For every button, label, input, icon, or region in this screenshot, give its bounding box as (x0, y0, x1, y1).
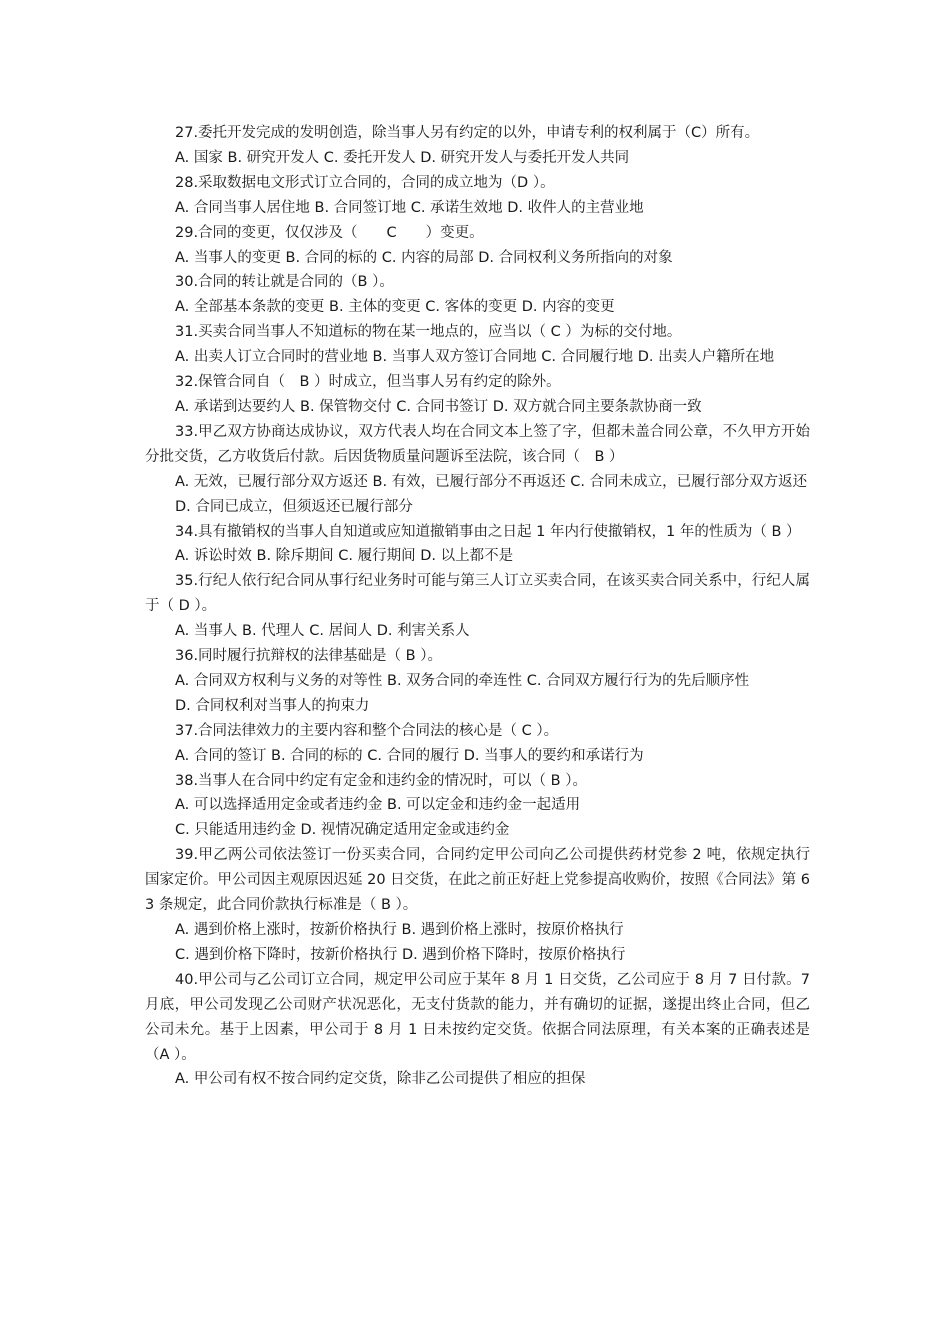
question-34: 34.具有撤销权的当事人自知道或应知道撤销事由之日起 1 年内行使撤销权，1 年的性质为（ B ） (175, 523, 801, 540)
options-39-ab: A. 遇到价格上涨时，按新价格执行 B. 遇到价格上涨时，按原价格执行 (175, 922, 624, 938)
options-40-a: A. 甲公司有权不按合同约定交货，除非乙公司提供了相应的担保 (175, 1071, 586, 1088)
options-36-d: D. 合同权利对当事人的拘束力 (175, 697, 370, 714)
question-30: 30.合同的转让就是合同的（B ）。 (175, 274, 394, 291)
options-38-cd: C. 只能适用违约金 D. 视情况确定适用定金或违约金 (175, 822, 510, 839)
question-32: 32.保管合同自（ B ）时成立，但当事人另有约定的除外。 (175, 374, 561, 391)
question-28: 28.采取数据电文形式订立合同的，合同的成立地为（D ）。 (175, 174, 555, 191)
question-37: 37.合同法律效力的主要内容和整个合同法的核心是（ C ）。 (175, 722, 559, 739)
options-35: A. 当事人 B. 代理人 C. 居间人 D. 利害关系人 (175, 623, 470, 640)
options-30: A. 全部基本条款的变更 B. 主体的变更 C. 客体的变更 D. 内容的变更 (175, 299, 615, 316)
options-33-abc: A. 无效，已履行部分双方返还 B. 有效，已履行部分不再返还 C. 合同未成立，已履行部分双方返还 (175, 473, 808, 490)
question-27: 27.委托开发完成的发明创造，除当事人另有约定的以外，申请专利的权利属于（C）所有。 (175, 125, 760, 141)
options-34: A. 诉讼时效 B. 除斥期间 C. 履行期间 D. 以上都不是 (175, 548, 514, 565)
question-33: 33.甲乙双方协商达成协议，双方代表人均在合同文本上签了字，但都未盖合同公章，不久甲方开始分批交货，乙方收货后付款。后因货物质量问题诉至法院，该合同（ B ） (145, 423, 810, 465)
question-40: 40.甲公司与乙公司订立合同，规定甲公司应于某年 8 月 1 日交货，乙公司应于 8 月 7 日付款。7 月底，甲公司发现乙公司财产状况恶化，无支付货款的能力，并有确切的证据，遂提出终止合同，但乙公司未允。基于上因素，甲公司于 8 月 1 日未按约定交货。依据合同法原理，有关本案的正确表述是（A ）。 (145, 971, 810, 1063)
options-29: A. 当事人的变更 B. 合同的标的 C. 内容的局部 D. 合同权利义务所指向的对象 (175, 249, 673, 266)
question-36: 36.同时履行抗辩权的法律基础是（ B ）。 (175, 648, 442, 665)
options-38-ab: A. 可以选择适用定金或者违约金 B. 可以定金和违约金一起适用 (175, 797, 581, 814)
question-35: 35.行纪人依行纪合同从事行纪业务时可能与第三人订立买卖合同，在该买卖合同关系中，行纪人属于（ D ）。 (145, 573, 810, 615)
options-37: A. 合同的签订 B. 合同的标的 C. 合同的履行 D. 当事人的要约和承诺行为 (175, 747, 644, 764)
question-39: 39.甲乙两公司依法签订一份买卖合同，合同约定甲公司向乙公司提供药材党参 2 吨，依规定执行国家定价。甲公司因主观原因迟延 20 日交货，在此之前正好赶上党参提高收购价，按照《合同法》第 63 条规定，此合同价款执行标准是（ B ）。 (145, 847, 810, 914)
document-page (145, 121, 810, 1092)
options-39-cd: C. 遇到价格下降时，按新价格执行 D. 遇到价格下降时，按原价格执行 (175, 946, 626, 963)
question-31: 31.买卖合同当事人不知道标的物在某一地点的，应当以（ C ）为标的交付地。 (175, 324, 682, 341)
options-31: A. 出卖人订立合同时的营业地 B. 当事人双方签订合同地 C. 合同履行地 D. 出卖人户籍所在地 (175, 349, 775, 366)
question-29: 29.合同的变更，仅仅涉及（ C ）变更。 (175, 224, 484, 241)
options-36-abc: A. 合同双方权利与义务的对等性 B. 双务合同的牵连性 C. 合同双方履行行为的先后顺序性 (175, 672, 750, 689)
options-32: A. 承诺到达要约人 B. 保管物交付 C. 合同书签订 D. 双方就合同主要条款协商一致 (175, 398, 702, 415)
options-28: A. 合同当事人居住地 B. 合同签订地 C. 承诺生效地 D. 收件人的主营业地 (175, 199, 644, 216)
options-33-d: D. 合同已成立，但须返还已履行部分 (175, 498, 413, 515)
options-27: A. 国家 B. 研究开发人 C. 委托开发人 D. 研究开发人与委托开发人共同 (175, 149, 630, 166)
question-38: 38.当事人在合同中约定有定金和违约金的情况时，可以（ B ）。 (175, 772, 587, 789)
